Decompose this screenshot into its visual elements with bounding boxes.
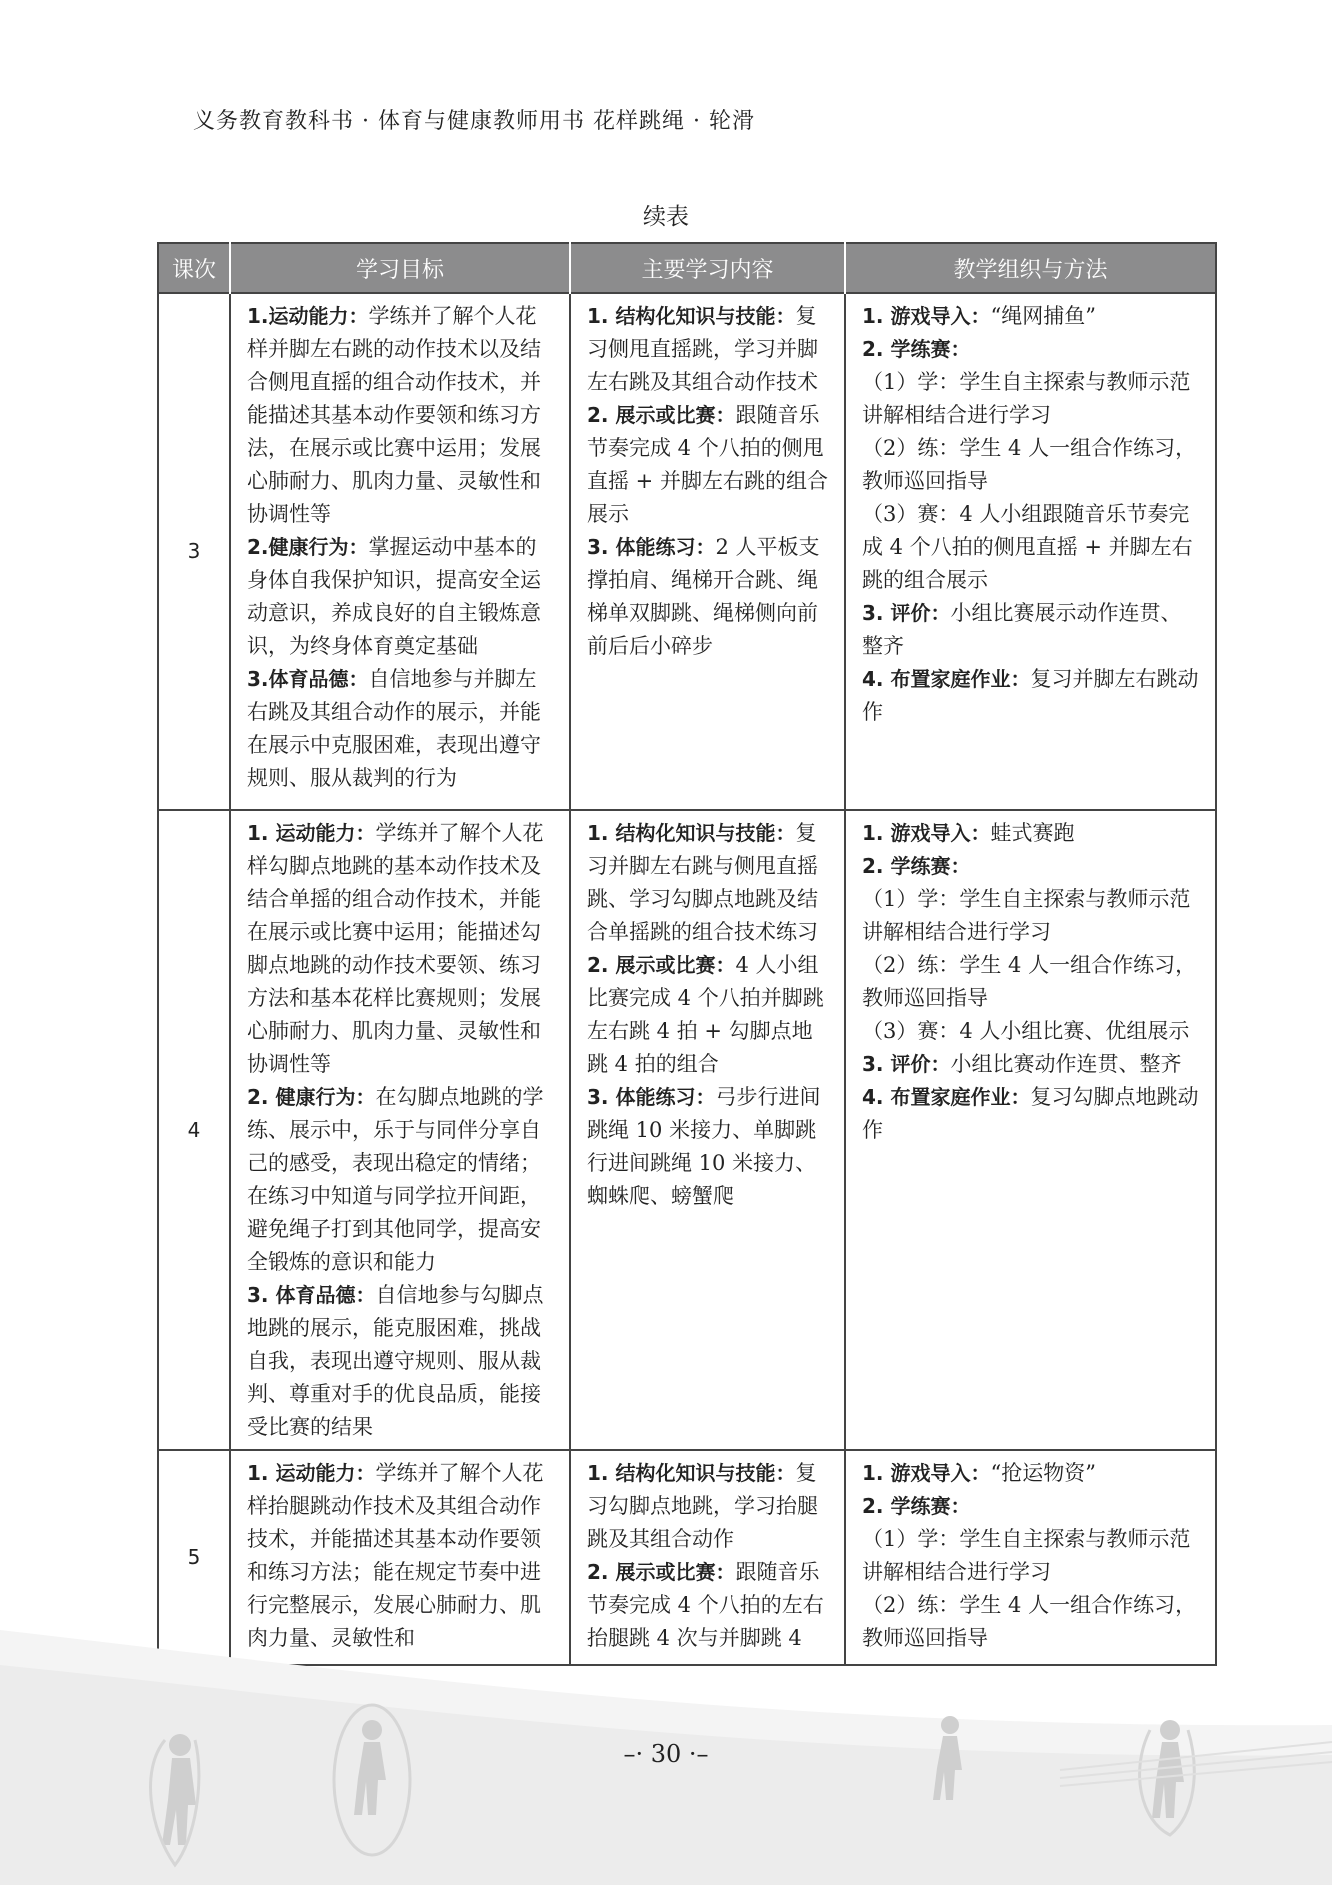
goal-text: 学练并了解个人花样抬腿跳动作技术及其组合动作技术，并能描述其基本动作要领和练习方法；能在规定节奏中进行完整展示，发展心肺耐力、肌肉力量、灵敏性和 [247,1461,544,1650]
method-item [862,1015,1201,1048]
method-item [862,432,1201,498]
method-item [862,300,1201,333]
method-text: 小组比赛展示动作连贯、整齐 [862,601,1182,658]
goal-text: 学练并了解个人花样勾脚点地跳的基本动作技术及结合单摇的组合动作技术，并能在展示或比赛中运用；能描述勾脚点地跳的动作技术要领、练习方法和基本花样比赛规则；发展心肺耐力、肌肉力量、灵敏性和协调性等 [247,821,544,1076]
method-text: （2）练：学生 4 人一组合作练习，教师巡回指导 [862,436,1197,493]
goal-item [247,1279,555,1444]
method-text: （1）学：学生自主探索与教师示范讲解相结合进行学习 [862,370,1191,427]
table-row [158,810,1216,1450]
method-label: 4. 布置家庭作业： [862,667,1031,691]
goal-label: 1.运动能力： [247,304,369,328]
method-text: 小组比赛动作连贯、整齐 [950,1052,1182,1076]
content-label: 1. 结构化知识与技能： [587,821,796,845]
goal-item [247,531,555,663]
goal-item [247,1457,555,1655]
content-label: 2. 展示或比赛： [587,953,736,977]
column-header-methods: 教学组织与方法 [845,243,1216,293]
lesson-number: 3 [158,293,230,810]
content-cell [570,293,845,810]
content-item [587,949,830,1081]
goal-label: 2. 健康行为： [247,1085,376,1109]
method-item [862,1048,1201,1081]
methods-cell [845,293,1216,810]
column-header-lesson: 课次 [158,243,230,293]
method-text: （2）练：学生 4 人一组合作练习，教师巡回指导 [862,953,1197,1010]
method-text: （3）赛：4 人小组比赛、优组展示 [862,1019,1190,1043]
method-item [862,883,1201,949]
method-label: 2. 学练赛： [862,1494,971,1518]
goal-label: 3. 体育品德： [247,1283,376,1307]
method-item [862,333,1201,366]
content-cell [570,810,845,1450]
method-label: 2. 学练赛： [862,337,971,361]
goal-label: 3.体育品德： [247,667,369,691]
method-text: 蛙式赛跑 [990,821,1075,845]
method-label: 4. 布置家庭作业： [862,1085,1031,1109]
content-text: 复习侧甩直摇跳，学习并脚左右跳及其组合动作技术 [587,304,818,394]
content-label: 1. 结构化知识与技能： [587,304,796,328]
method-text: 复习并脚左右跳动作 [862,667,1199,724]
method-item [862,1457,1201,1490]
goal-text: 在勾脚点地跳的学练、展示中，乐于与同伴分享自己的感受，表现出稳定的情绪；在练习中知道与同学拉开间距，避免绳子打到其他同学，提高安全锻炼的意识和能力 [247,1085,544,1274]
method-item [862,366,1201,432]
lesson-number: 5 [158,1450,230,1665]
content-item [587,300,830,399]
goals-cell [230,293,570,810]
goal-text: 自信地参与勾脚点地跳的展示，能克服困难，挑战自我，表现出遵守规则、服从裁判、尊重对手的优良品质，能接受比赛的结果 [247,1283,544,1439]
table-header-row [158,243,1216,293]
content-text: 2 人平板支撑拍肩、绳梯开合跳、绳梯单双脚跳、绳梯侧向前前后后小碎步 [587,535,820,658]
content-label: 3. 体能练习： [587,535,716,559]
content-label: 3. 体能练习： [587,1085,716,1109]
method-text: （3）赛：4 人小组跟随音乐节奏完成 4 个八拍的侧甩直摇 + 并脚左右跳的组合展示 [862,502,1193,592]
method-text: 复习勾脚点地跳动作 [862,1085,1199,1142]
running-head: 义务教育教科书 · 体育与健康教师用书 花样跳绳 · 轮滑 [193,109,755,134]
content-text: 跟随音乐节奏完成 4 个八拍的左右抬腿跳 4 次与并脚跳 4 [587,1560,824,1650]
content-label: 2. 展示或比赛： [587,1560,736,1584]
content-text: 4 人小组比赛完成 4 个八拍并脚跳左右跳 4 拍 + 勾脚点地跳 4 拍的组合 [587,953,824,1076]
method-text: （1）学：学生自主探索与教师示范讲解相结合进行学习 [862,1527,1191,1584]
method-item [862,597,1201,663]
method-item [862,949,1201,1015]
goal-item [247,663,555,795]
content-item [587,817,830,949]
goal-text: 掌握运动中基本的身体自我保护知识，提高安全运动意识，养成良好的自主锻炼意识，为终身体育奠定基础 [247,535,541,658]
goal-item [247,817,555,1081]
method-item [862,1490,1201,1523]
method-item [862,1523,1201,1589]
method-item [862,663,1201,729]
content-item [587,399,830,531]
content-label: 1. 结构化知识与技能： [587,1461,796,1485]
content-label: 2. 展示或比赛： [587,403,736,427]
goal-label: 1. 运动能力： [247,1461,376,1485]
content-text: 跟随音乐节奏完成 4 个八拍的侧甩直摇 + 并脚左右跳的组合展示 [587,403,828,526]
method-label: 1. 游戏导入： [862,1461,991,1485]
content-item [587,1457,830,1556]
method-label: 3. 评价： [862,601,951,625]
method-text: “抢运物资” [990,1461,1096,1485]
lesson-plan-table [157,242,1217,1666]
page-number: –· 30 ·– [623,1740,709,1768]
method-label: 3. 评价： [862,1052,951,1076]
lesson-number: 4 [158,810,230,1450]
method-label: 2. 学练赛： [862,854,971,878]
method-item [862,498,1201,597]
method-label: 1. 游戏导入： [862,304,991,328]
column-header-content: 主要学习内容 [570,243,845,293]
content-text: 复习并脚左右跳与侧甩直摇跳、学习勾脚点地跳及结合单摇跳的组合技术练习 [587,821,818,944]
content-text: 弓步行进间跳绳 10 米接力、单脚跳行进间跳绳 10 米接力、蜘蛛爬、螃蟹爬 [587,1085,821,1208]
goal-label: 1. 运动能力： [247,821,376,845]
method-item [862,1081,1201,1147]
content-item [587,531,830,663]
goal-label: 2.健康行为： [247,535,369,559]
method-text: “绳网捕鱼” [990,304,1096,328]
method-item [862,850,1201,883]
method-text: （1）学：学生自主探索与教师示范讲解相结合进行学习 [862,887,1191,944]
content-text: 复习勾脚点地跳，学习抬腿跳及其组合动作 [587,1461,818,1551]
content-item [587,1081,830,1213]
table-caption: 续表 [643,204,689,230]
goal-item [247,1081,555,1279]
column-header-goals: 学习目标 [230,243,570,293]
table-row [158,293,1216,810]
method-label: 1. 游戏导入： [862,821,991,845]
method-text: （2）练：学生 4 人一组合作练习，教师巡回指导 [862,1593,1197,1650]
methods-cell [845,810,1216,1450]
goal-text: 学练并了解个人花样并脚左右跳的动作技术以及结合侧甩直摇的组合动作技术，并能描述其基本动作要领和练习方法，在展示或比赛中运用；发展心肺耐力、肌肉力量、灵敏性和协调性等 [247,304,541,526]
goal-text: 自信地参与并脚左右跳及其组合动作的展示，并能在展示中克服困难，表现出遵守规则、服从裁判的行为 [247,667,541,790]
goals-cell [230,810,570,1450]
method-item [862,817,1201,850]
goal-item [247,300,555,531]
